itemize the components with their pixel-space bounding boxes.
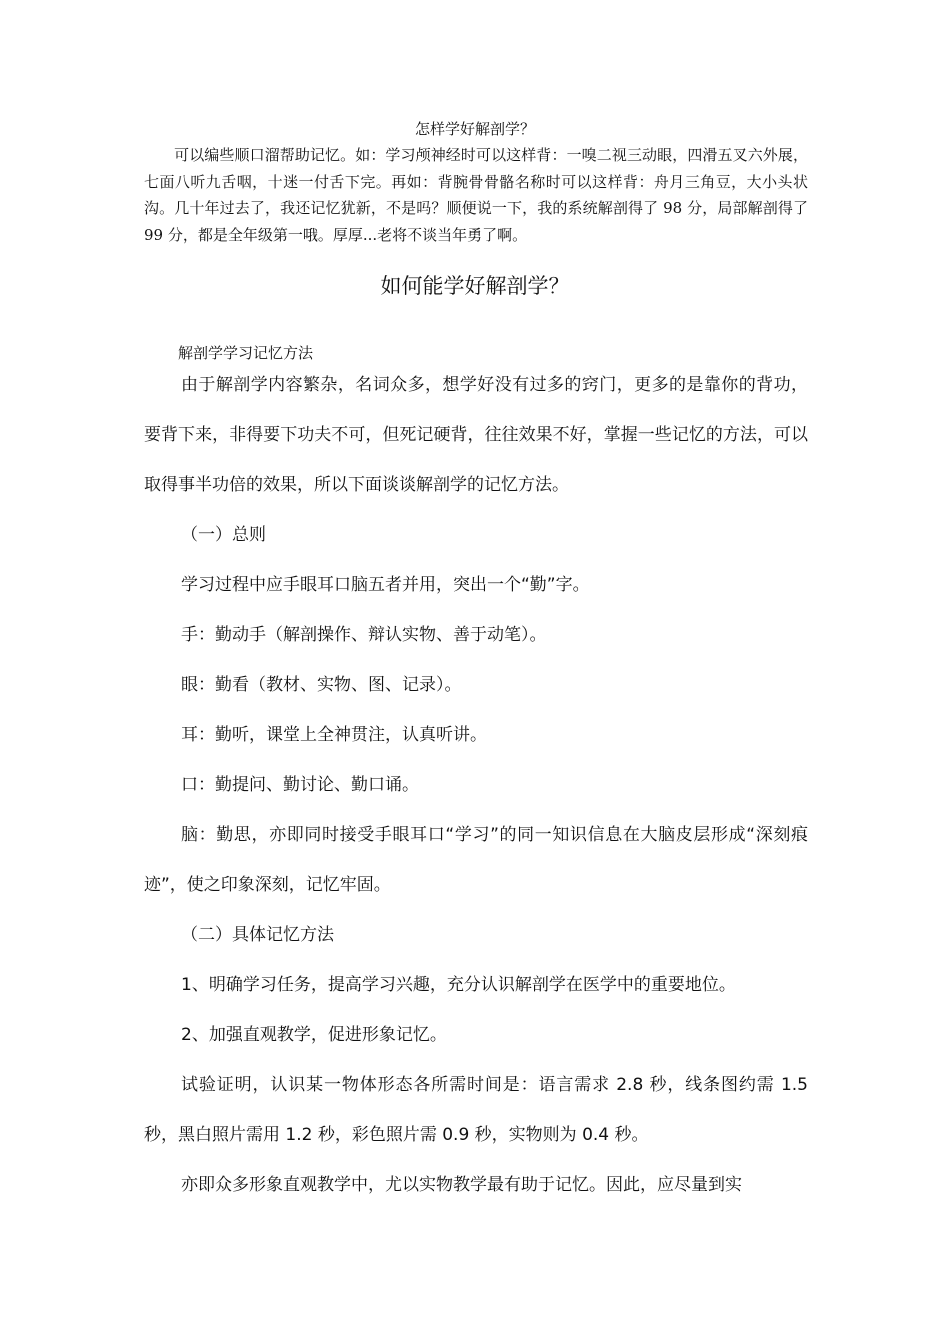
intro-text: 可以编些顺口溜帮助记忆。如：学习颅神经时可以这样背：一嗅二视三动眼，四滑五叉六外展，七面八听九舌咽，十迷一付舌下完。再如：背腕骨骨骼名称时可以这样背：舟月三角豆，大小头状沟。几十年过去了，我还记忆犹新，不是吗？顺便说一下，我的系统解剖得了 98 分，局部解剖得了 99 分，都是全年级第一哦。厚厚...老将不谈当年勇了啊。 — [144, 146, 808, 244]
paragraph-eye: 眼：勤看（教材、实物、图、记录）。 — [181, 675, 462, 695]
paragraph-method-1: 1、明确学习任务，提高学习兴趣，充分认识解剖学在医学中的重要地位。 — [181, 975, 736, 995]
heading-general-principle: （一）总则 — [181, 525, 266, 545]
section-subhead: 解剖学学习记忆方法 — [178, 344, 314, 362]
paragraph-method-2: 2、加强直观教学，促进形象记忆。 — [181, 1025, 447, 1045]
paragraph-mouth: 口：勤提问、勤讨论、勤口诵。 — [181, 775, 419, 795]
paragraph-hand: 手：勤动手（解剖操作、辩认实物、善于动笔）。 — [181, 625, 547, 645]
intro-paragraph — [144, 142, 808, 248]
paragraph-conclusion: 亦即众多形象直观教学中，尤以实物教学最有助于记忆。因此，应尽量到实 — [181, 1175, 742, 1195]
body-text — [144, 360, 808, 1210]
doc-title-large: 如何能学好解剖学？ — [380, 274, 570, 298]
doc-title-small: 怎样学好解剖学？ — [414, 120, 535, 138]
paragraph-intro: 由于解剖学内容繁杂，名词众多，想学好没有过多的窍门，更多的是靠你的背功，要背下来，非得要下功夫不可，但死记硬背，往往效果不好，掌握一些记忆的方法，可以取得事半功倍的效果，所以下面谈谈解剖学的记忆方法。 — [144, 375, 808, 495]
paragraph-experiment: 试验证明，认识某一物体形态各所需时间是：语言需求 2.8 秒，线条图约需 1.5 秒，黑白照片需用 1.2 秒，彩色照片需 0.9 秒，实物则为 0.4 秒。 — [144, 1075, 808, 1145]
paragraph-brain: 脑：勤思，亦即同时接受手眼耳口“学习”的同一知识信息在大脑皮层形成“深刻痕迹”，使之印象深刻，记忆牢固。 — [144, 825, 808, 895]
heading-specific-methods: （二）具体记忆方法 — [181, 925, 334, 945]
paragraph-five-senses: 学习过程中应手眼耳口脑五者并用，突出一个“勤”字。 — [181, 575, 590, 595]
paragraph-ear: 耳：勤听，课堂上全神贯注，认真听讲。 — [181, 725, 487, 745]
